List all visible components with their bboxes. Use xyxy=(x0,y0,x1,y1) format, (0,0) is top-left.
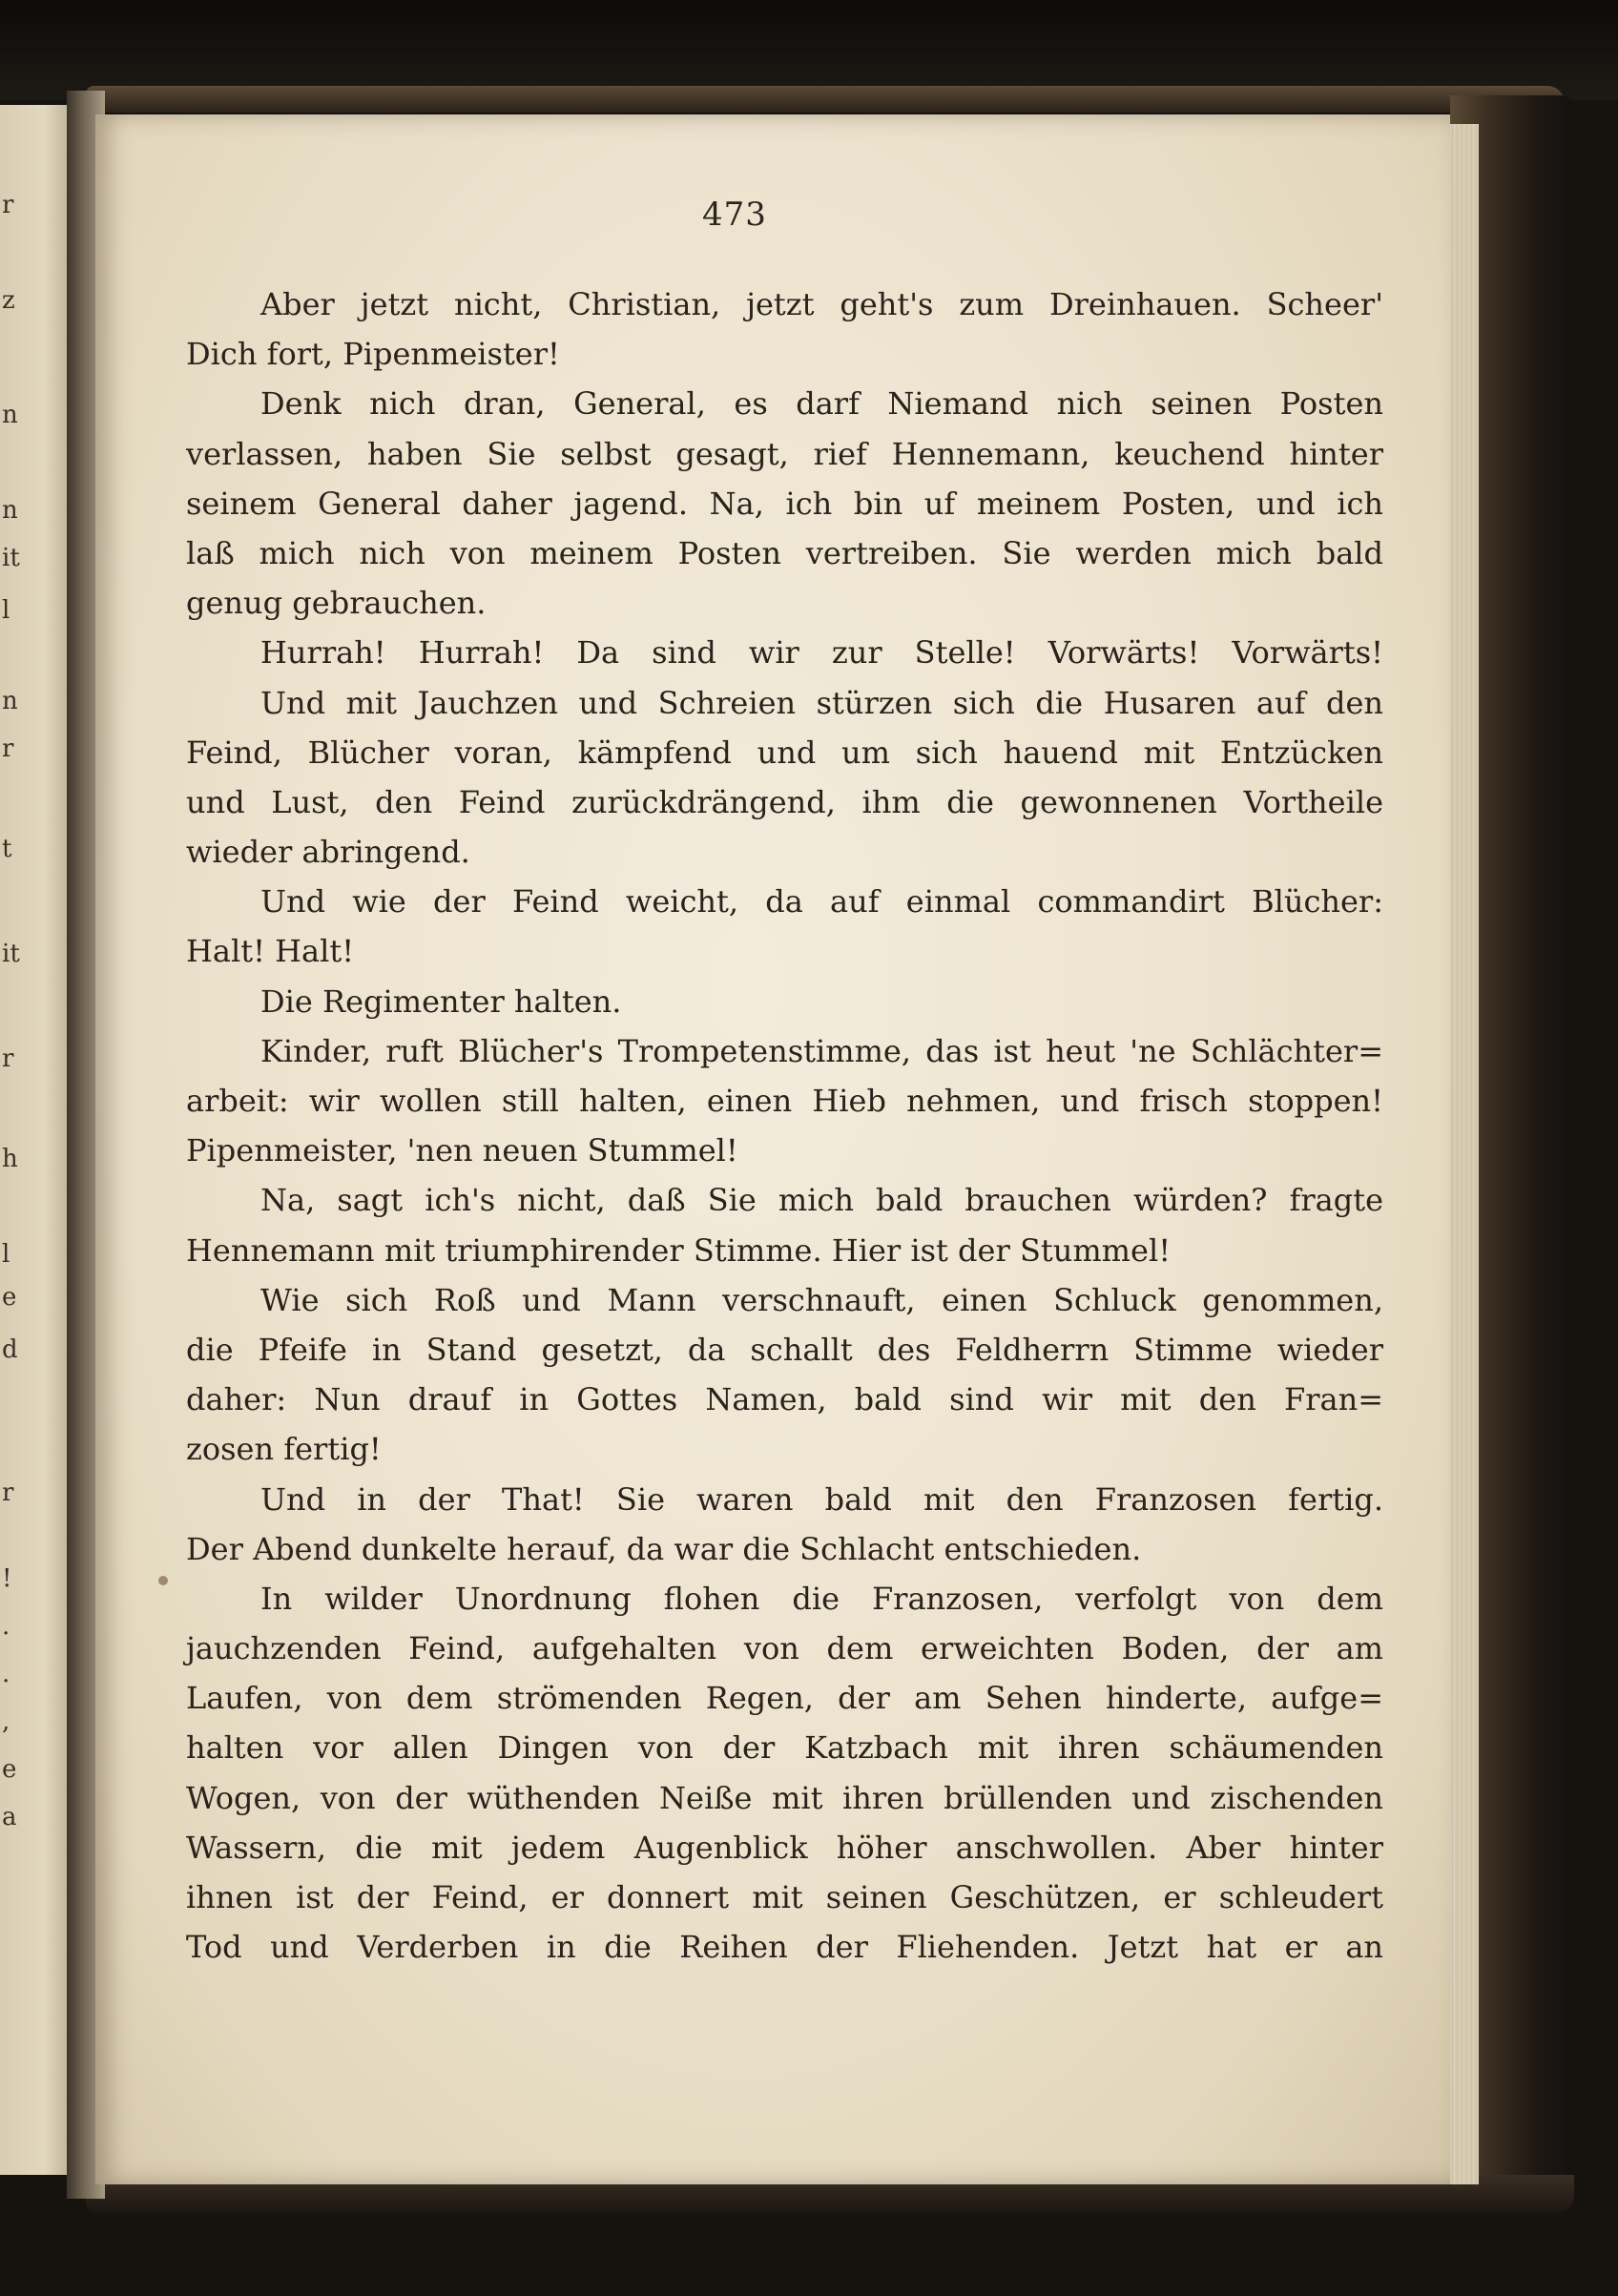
text-line: Wie sich Roß und Mann verschnauft, einen Schluck genommen, xyxy=(260,1281,1383,1318)
text-line: Und mit Jauchzen und Schreien stürzen sich die Husaren auf den xyxy=(260,684,1383,721)
previous-page-text-fragment: n xyxy=(2,496,18,525)
text-line: Dich fort, Pipenmeister! xyxy=(186,336,560,373)
text-line: Laufen, von dem strömenden Regen, der am Sehen hinderte, aufge= xyxy=(186,1680,1383,1717)
previous-page-text-fragment: it xyxy=(2,544,20,572)
previous-page-text-fragment: h xyxy=(2,1145,18,1173)
previous-page-text-fragment: . xyxy=(2,1660,10,1688)
text-line: verlassen, haben Sie selbst gesagt, rief Hennemann, keuchend hinter xyxy=(186,435,1383,472)
text-line: Und wie der Feind weicht, da auf einmal commandirt Blücher: xyxy=(260,883,1383,920)
previous-page-text-fragment: r xyxy=(2,1479,14,1507)
text-line: Kinder, ruft Blücher's Trompetenstimme, das ist heut 'ne Schlächter= xyxy=(260,1032,1383,1069)
previous-page-text-fragment: d xyxy=(2,1335,18,1364)
text-line: jauchzenden Feind, aufgehalten von dem erweichten Boden, der am xyxy=(186,1630,1383,1667)
previous-page-text-fragment: z xyxy=(2,286,15,315)
book-cover-top-edge xyxy=(86,86,1565,113)
previous-page-text-fragment: t xyxy=(2,835,12,863)
text-line: Wassern, die mit jedem Augenblick höher anschwollen. Aber hinter xyxy=(186,1829,1383,1866)
text-line: Hurrah! Hurrah! Da sind wir zur Stelle! Vorwärts! Vorwärts! xyxy=(260,634,1383,672)
text-line: Die Regimenter halten. xyxy=(260,983,622,1020)
page-body-text xyxy=(186,279,1383,1972)
text-line: die Pfeife in Stand gesetzt, da schallt des Feldherrn Stimme wieder xyxy=(186,1331,1383,1368)
previous-page-text-fragment: l xyxy=(2,596,10,625)
previous-page-text-fragment: , xyxy=(2,1707,10,1736)
text-line: Der Abend dunkelte herauf, da war die Schlacht entschieden. xyxy=(186,1530,1142,1567)
text-line: Pipenmeister, 'nen neuen Stummel! xyxy=(186,1132,738,1169)
text-line: seinem General daher jagend. Na, ich bin uf meinem Posten, und ich xyxy=(186,485,1383,522)
previous-page-text-fragment: n xyxy=(2,687,18,715)
previous-page-text-fragment: ! xyxy=(2,1564,12,1593)
text-line: genug gebrauchen. xyxy=(186,585,487,622)
page-number: 473 xyxy=(702,196,767,234)
previous-page-text-fragment: l xyxy=(2,1240,10,1269)
previous-page-text-fragment: . xyxy=(2,1612,10,1641)
text-line: laß mich nich von meinem Posten vertreiben. Sie werden mich bald xyxy=(186,534,1383,571)
text-line: Tod und Verderben in die Reihen der Fliehenden. Jetzt hat er an xyxy=(186,1929,1383,1966)
text-line: Und in der That! Sie waren bald mit den Franzosen fertig. xyxy=(260,1480,1383,1518)
text-line: In wilder Unordnung flohen die Franzosen, verfolgt von dem xyxy=(260,1580,1383,1617)
text-line: Wogen, von der wüthenden Neiße mit ihren brüllenden und zischenden xyxy=(186,1779,1383,1816)
foxing-spot xyxy=(158,1576,168,1585)
previous-page-text-fragment: r xyxy=(2,734,14,763)
text-line: wieder abringend. xyxy=(186,834,470,871)
text-line: und Lust, den Feind zurückdrängend, ihm die gewonnenen Vortheile xyxy=(186,783,1383,820)
text-line: zosen fertig! xyxy=(186,1431,382,1468)
previous-page-text-fragment: a xyxy=(2,1803,17,1831)
text-line: Na, sagt ich's nicht, daß Sie mich bald brauchen würden? fragte xyxy=(260,1182,1383,1219)
text-line: Halt! Halt! xyxy=(186,933,355,970)
previous-page-text-fragment: e xyxy=(2,1755,17,1784)
previous-page-text-fragment: it xyxy=(2,940,20,968)
text-line: Hennemann mit triumphirender Stimme. Hier ist der Stummel! xyxy=(186,1231,1172,1269)
text-line: Denk nich dran, General, es darf Niemand nich seinen Posten xyxy=(260,385,1383,423)
previous-page-text-fragment: n xyxy=(2,401,18,429)
previous-page-fragment xyxy=(0,105,74,2175)
previous-page-text-fragment: r xyxy=(2,1045,14,1073)
text-line: Feind, Blücher voran, kämpfend und um sich hauend mit Entzücken xyxy=(186,734,1383,771)
text-line: halten vor allen Dingen von der Katzbach mit ihren schäumenden xyxy=(186,1729,1383,1767)
previous-page-text-fragment: e xyxy=(2,1283,17,1312)
text-line: ihnen ist der Feind, er donnert mit seinen Geschützen, er schleudert xyxy=(186,1879,1383,1915)
text-line: daher: Nun drauf in Gottes Namen, bald sind wir mit den Fran= xyxy=(186,1381,1383,1418)
book-page xyxy=(95,114,1450,2184)
previous-page-text-fragment: r xyxy=(2,191,14,219)
text-line: Aber jetzt nicht, Christian, jetzt geht's zum Dreinhauen. Scheer' xyxy=(260,286,1383,322)
text-line: arbeit: wir wollen still halten, einen Hieb nehmen, und frisch stoppen! xyxy=(186,1083,1383,1119)
